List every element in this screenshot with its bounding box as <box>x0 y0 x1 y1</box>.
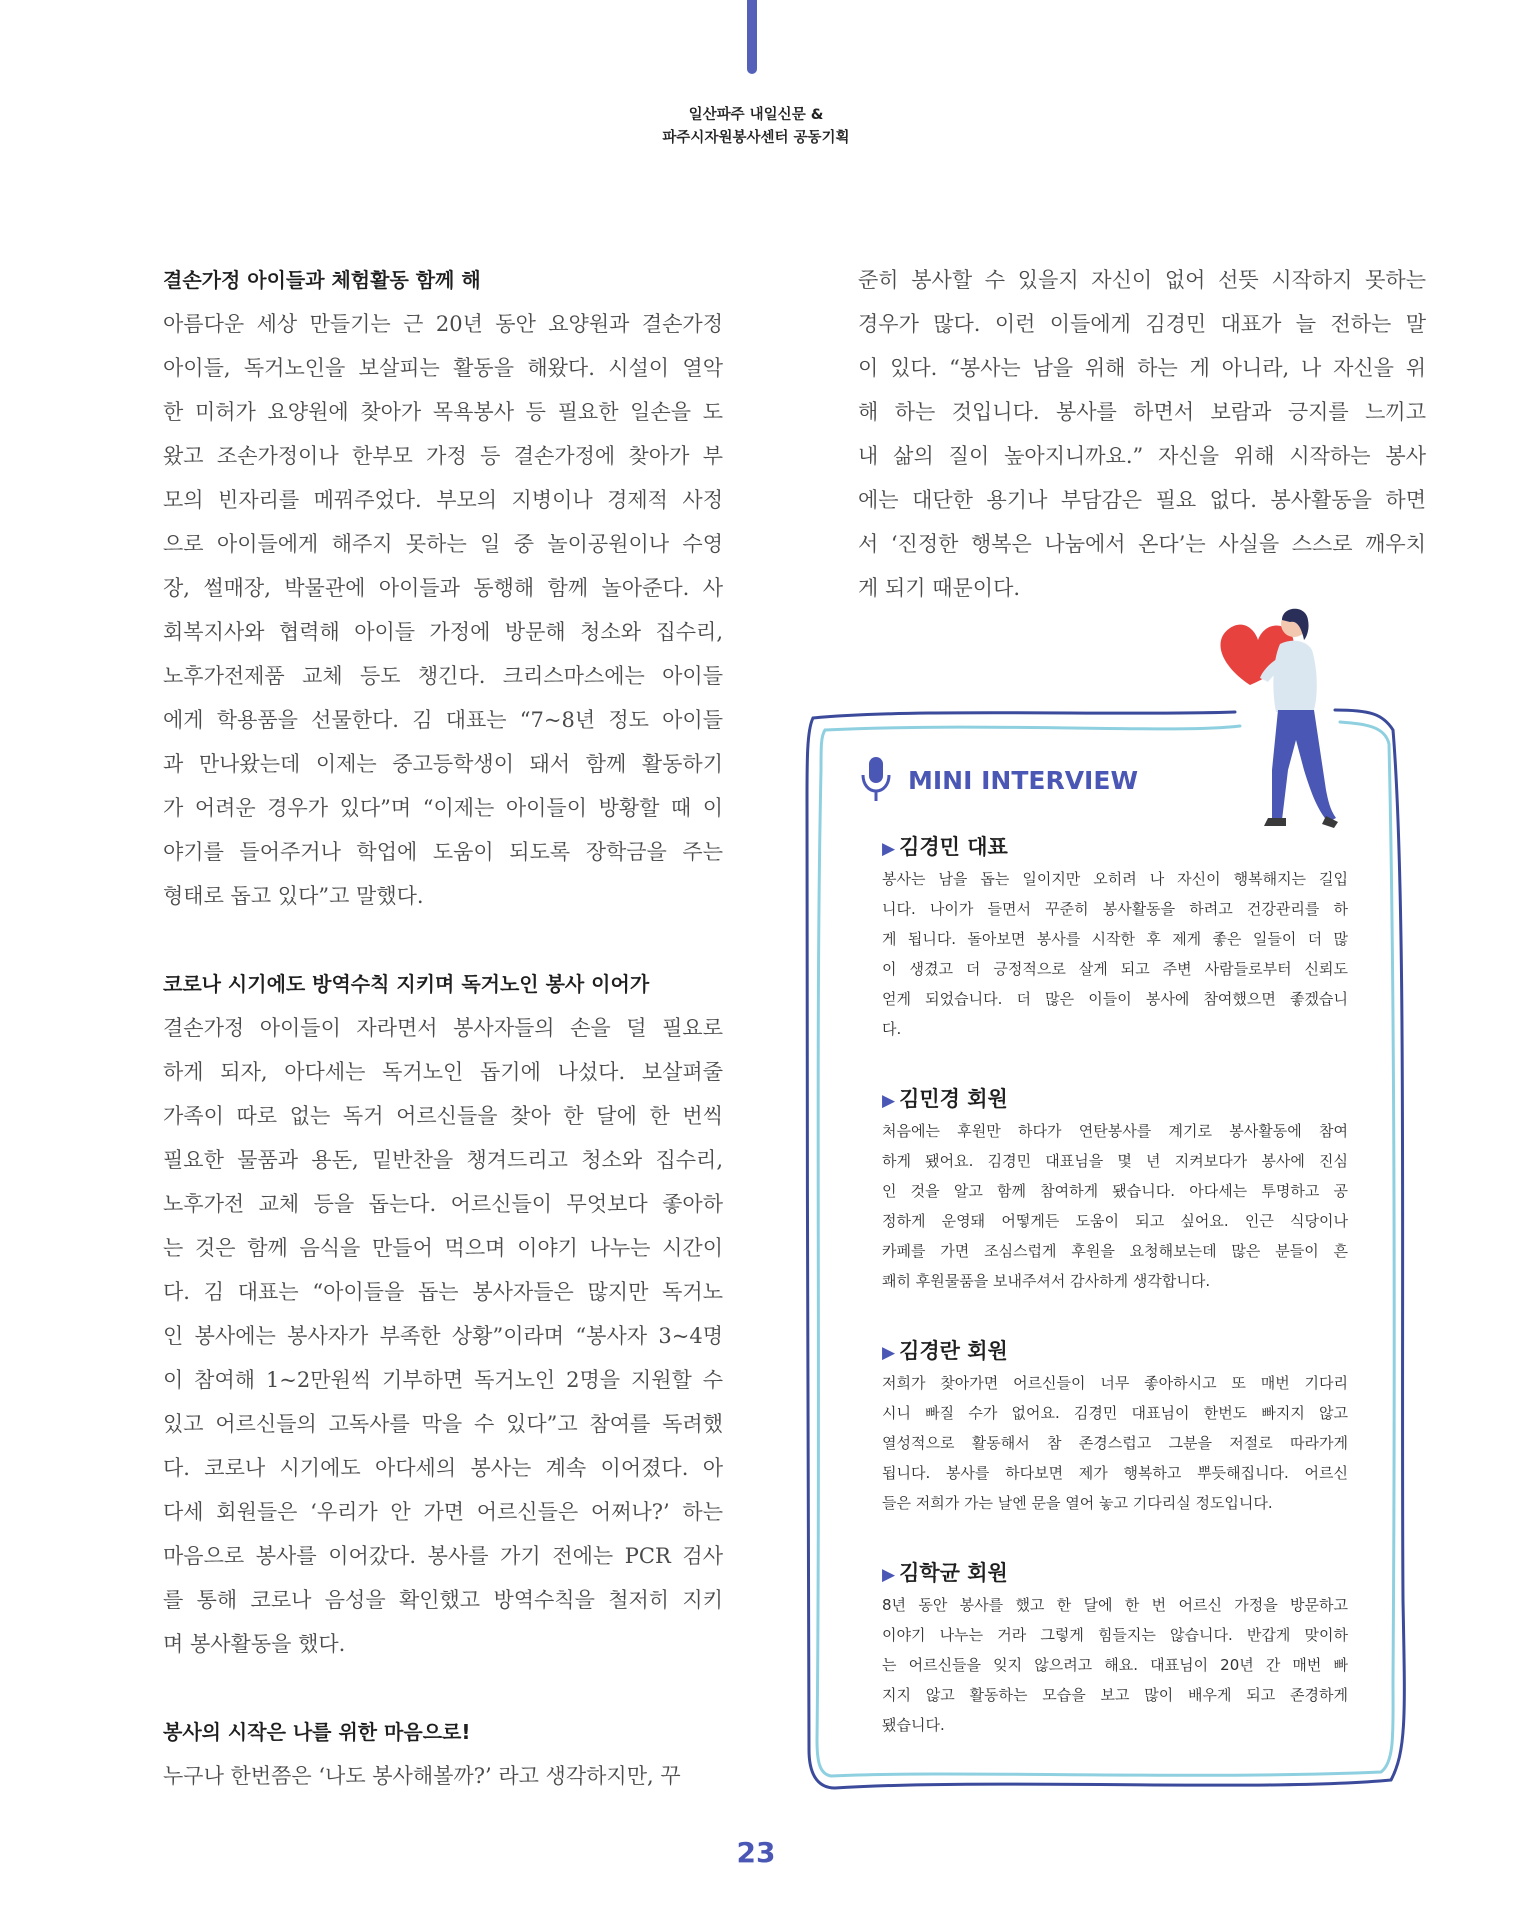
interview-text-line: 시니 빠질 수가 없어요. 김경민 대표님이 한번도 빠지지 않고 <box>882 1404 1348 1422</box>
interview-text-line: 열성적으로 활동해서 참 존경스럽고 그분을 저절로 따라가게 <box>882 1434 1348 1452</box>
section-gap <box>163 918 723 962</box>
interview-text-line: 니다. 나이가 들면서 꾸준히 봉사활동을 하려고 건강관리를 하 <box>882 900 1348 918</box>
body-text-line: 야기를 들어주거나 학업에 도움이 되도록 장학금을 주는 <box>163 840 723 864</box>
interviewee-name-text: 김학균 회원 <box>899 1561 1008 1585</box>
interview-text-line: 이 생겼고 더 긍정적으로 살게 되고 주변 사람들로부터 신뢰도 <box>882 960 1348 978</box>
interview-text-line: 하게 됐어요. 김경민 대표님을 몇 년 지켜보다가 봉사에 진심 <box>882 1152 1348 1170</box>
interview-item <box>882 1558 1348 1740</box>
body-text-line: 다세 회원들은 ‘우리가 안 가면 어르신들은 어쩌나?’ 하는 <box>163 1500 723 1524</box>
interviewee-name <box>882 832 1348 864</box>
interview-text-line: 처음에는 후원만 하다가 연탄봉사를 계기로 봉사활동에 참여 <box>882 1122 1348 1140</box>
body-text-line: 이 있다. “봉사는 남을 위해 하는 게 아니라, 나 자신을 위 <box>858 356 1426 380</box>
interview-text-line: 카페를 가면 조심스럽게 후원을 요청해보는데 많은 분들이 흔 <box>882 1242 1348 1260</box>
interview-text-line: 봉사는 남을 돕는 일이지만 오히려 나 자신이 행복해지는 길입 <box>882 870 1348 888</box>
body-text-line: 필요한 물품과 용돈, 밑반찬을 챙겨드리고 청소와 집수리, <box>163 1148 723 1172</box>
body-text-line: 한 미허가 요양원에 찾아가 목욕봉사 등 필요한 일손을 도 <box>163 400 723 424</box>
body-text-line: 노후가전 교체 등을 돕는다. 어르신들이 무엇보다 좋아하 <box>163 1192 723 1216</box>
body-text-line: 노후가전제품 교체 등도 챙긴다. 크리스마스에는 아이들 <box>163 664 723 688</box>
body-text-line: 에게 학용품을 선물한다. 김 대표는 “7~8년 정도 아이들 <box>163 708 723 732</box>
interviewee-name-text: 김경민 대표 <box>899 835 1008 859</box>
interview-text-line: 저희가 찾아가면 어르신들이 너무 좋아하시고 또 매번 기다리 <box>882 1374 1348 1392</box>
body-text-line: 장, 썰매장, 박물관에 아이들과 동행해 함께 놀아준다. 사 <box>163 576 723 600</box>
interview-text-line: 들은 저희가 가는 날엔 문을 열어 놓고 기다리실 정도입니다. <box>882 1494 1273 1512</box>
section-title: 코로나 시기에도 방역수칙 지키며 독거노인 봉사 이어가 <box>163 972 650 996</box>
body-text-line: 과 만나왔는데 이제는 중고등학생이 돼서 함께 활동하기 <box>163 752 723 776</box>
mini-interview-header <box>860 755 1138 805</box>
body-text-line: 다. 코로나 시기에도 아다세의 봉사는 계속 이어졌다. 아 <box>163 1456 723 1480</box>
body-text-line: 결손가정 아이들이 자라면서 봉사자들의 손을 덜 필요로 <box>163 1016 723 1040</box>
section-title: 결손가정 아이들과 체험활동 함께 해 <box>163 268 481 292</box>
person-holding-heart-illustration <box>1210 600 1340 830</box>
body-text-line: 게 되기 때문이다. <box>858 576 1021 600</box>
body-text-line: 인 봉사에는 봉사자가 부족한 상황”이라며 “봉사자 3~4명 <box>163 1324 723 1348</box>
interview-text-line: 다. <box>882 1020 902 1038</box>
person-pants <box>1272 710 1336 822</box>
body-text-line: 형태로 돕고 있다”고 말했다. <box>163 884 424 908</box>
body-text-line: 아이들, 독거노인을 보살피는 활동을 해왔다. 시설이 열악 <box>163 356 723 380</box>
interviewee-name <box>882 1084 1348 1116</box>
body-text-line: 서 ‘진정한 행복은 나눔에서 온다’는 사실을 스스로 깨우치 <box>858 532 1426 556</box>
interview-list <box>882 832 1348 1780</box>
interviewee-name-text: 김경란 회원 <box>899 1339 1008 1363</box>
body-text-line: 마음으로 봉사를 이어갔다. 봉사를 가기 전에는 PCR 검사 <box>163 1544 723 1568</box>
interview-text-line: 됐습니다. <box>882 1716 945 1734</box>
interviewee-name <box>882 1558 1348 1590</box>
interview-text-line: 정하게 운영돼 어떻게든 도움이 되고 싶어요. 인근 식당이나 <box>882 1212 1348 1230</box>
body-text-line: 경우가 많다. 이런 이들에게 김경민 대표가 늘 전하는 말 <box>858 312 1426 336</box>
body-text-line: 하게 되자, 아다세는 독거노인 돕기에 나섰다. 보살펴줄 <box>163 1060 723 1084</box>
interview-item <box>882 1336 1348 1518</box>
body-text-line: 모의 빈자리를 메꿔주었다. 부모의 지병이나 경제적 사정 <box>163 488 723 512</box>
body-text-line: 준히 봉사할 수 있을지 자신이 없어 선뜻 시작하지 못하는 <box>858 268 1426 292</box>
interview-text-line: 8년 동안 봉사를 했고 한 달에 한 번 어르신 가정을 방문하고 <box>882 1596 1348 1614</box>
body-text-line: 해 하는 것입니다. 봉사를 하면서 보람과 긍지를 느끼고 <box>858 400 1426 424</box>
interview-text-line: 이야기 나누는 거라 그렇게 힘들지는 않습니다. 반갑게 맞이하 <box>882 1626 1348 1644</box>
interview-text-line: 얻게 되었습니다. 더 많은 이들이 봉사에 참여했으면 좋겠습니 <box>882 990 1348 1008</box>
body-text-line: 는 것은 함께 음식을 만들어 먹으며 이야기 나누는 시간이 <box>163 1236 723 1260</box>
body-text-line: 다. 김 대표는 “아이들을 돕는 봉사자들은 많지만 독거노 <box>163 1280 723 1304</box>
interview-item <box>882 1084 1348 1296</box>
interview-text-line: 게 됩니다. 돌아보면 봉사를 시작한 후 제게 좋은 일들이 더 많 <box>882 930 1348 948</box>
body-text-line: 이 참여해 1~2만원씩 기부하면 독거노인 2명을 지원할 수 <box>163 1368 723 1392</box>
interview-text-line: 됩니다. 봉사를 하다보면 제가 행복하고 뿌듯해집니다. 어르신 <box>882 1464 1348 1482</box>
header-line-1: 일산파주 내일신문 & <box>688 107 824 123</box>
body-text-line: 를 통해 코로나 음성을 확인했고 방역수칙을 철저히 지키 <box>163 1588 723 1612</box>
page-number: 23 <box>736 1836 776 1869</box>
microphone-icon <box>860 755 892 805</box>
section-title: 봉사의 시작은 나를 위한 마음으로! <box>163 1720 471 1744</box>
interview-text-line: 인 것을 알고 함께 참여하게 됐습니다. 아다세는 투명하고 공 <box>882 1182 1348 1200</box>
body-text-line: 며 봉사활동을 했다. <box>163 1632 346 1656</box>
body-text-line: 가족이 따로 없는 독거 어르신들을 찾아 한 달에 한 번씩 <box>163 1104 723 1128</box>
interviewee-name-text: 김민경 회원 <box>899 1087 1008 1111</box>
mini-interview-title: MINI INTERVIEW <box>908 765 1139 795</box>
body-text-line: 가 어려운 경우가 있다”며 “이제는 아이들이 방황할 때 이 <box>163 796 723 820</box>
left-column <box>163 258 723 1798</box>
right-column <box>858 258 1426 610</box>
body-text-line: 누구나 한번쯤은 ‘나도 봉사해볼까?’ 라고 생각하지만, 꾸 <box>163 1764 681 1788</box>
interview-text-line: 는 어르신들을 잊지 않으려고 해요. 대표님이 20년 간 매번 빠 <box>882 1656 1348 1674</box>
header-line-2: 파주시자원봉사센터 공동기획 <box>662 130 850 146</box>
triangle-bullet-icon: ▶ <box>882 1565 896 1585</box>
body-text-line: 내 삶의 질이 높아지니까요.” 자신을 위해 시작하는 봉사 <box>858 444 1426 468</box>
triangle-bullet-icon: ▶ <box>882 839 896 859</box>
body-text-line: 으로 아이들에게 해주지 못하는 일 중 놀이공원이나 수영 <box>163 532 723 556</box>
interviewee-name <box>882 1336 1348 1368</box>
person-sweater <box>1273 641 1316 712</box>
top-accent-bar <box>747 0 757 74</box>
interview-text-line: 쾌히 후원물품을 보내주셔서 감사하게 생각합니다. <box>882 1272 1211 1290</box>
triangle-bullet-icon: ▶ <box>882 1343 896 1363</box>
triangle-bullet-icon: ▶ <box>882 1091 896 1111</box>
body-text-line: 아름다운 세상 만들기는 근 20년 동안 요양원과 결손가정 <box>163 312 723 336</box>
body-text-line: 있고 어르신들의 고독사를 막을 수 있다”고 참여를 독려했 <box>163 1412 723 1436</box>
person-shoe-left <box>1264 818 1286 826</box>
interview-item <box>882 832 1348 1044</box>
interview-text-line: 지지 않고 활동하는 모습을 보고 많이 배우게 되고 존경하게 <box>882 1686 1348 1704</box>
body-text-line: 회복지사와 협력해 아이들 가정에 방문해 청소와 집수리, <box>163 620 723 644</box>
section-gap <box>163 1666 723 1710</box>
page-header <box>556 104 956 150</box>
body-text-line: 에는 대단한 용기나 부담감은 필요 없다. 봉사활동을 하면 <box>858 488 1426 512</box>
body-text-line: 왔고 조손가정이나 한부모 가정 등 결손가정에 찾아가 부 <box>163 444 723 468</box>
